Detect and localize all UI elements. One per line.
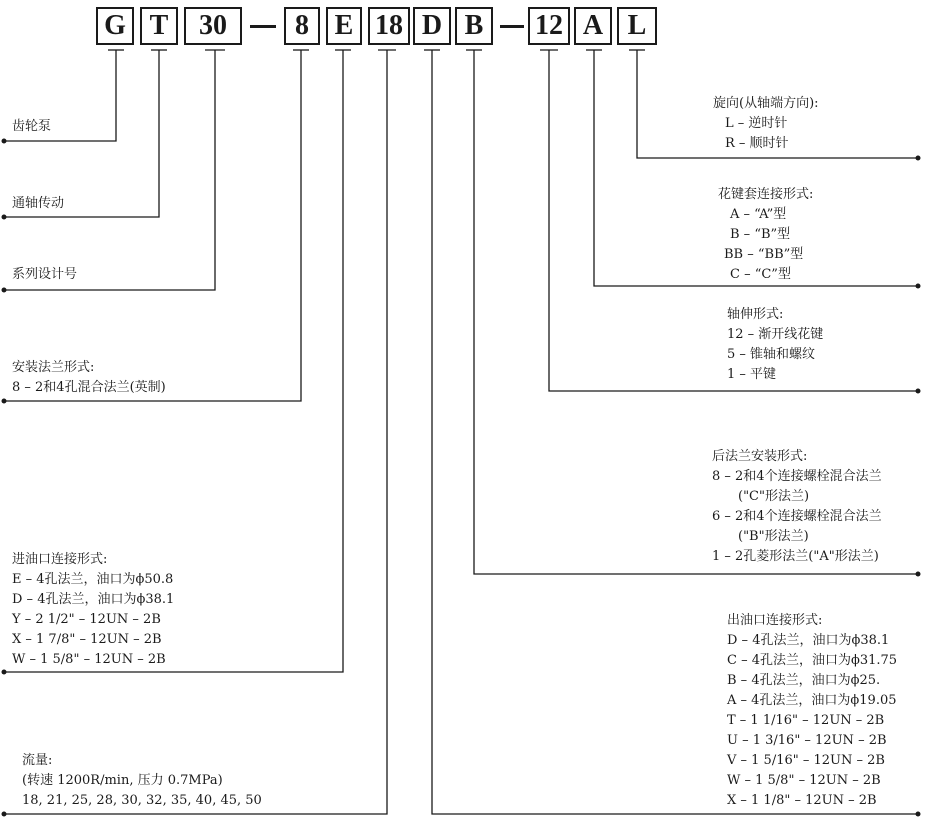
mount-title: 安装法兰形式: [12,360,95,375]
inlet-option-d: D – 4孔法兰，油口为ϕ38.1 [12,592,175,607]
leader-series [4,50,215,290]
dot-through-drive [2,215,7,220]
outlet-option-b: B – 4孔法兰，油口为ϕ25. [727,673,881,688]
code-box-12: 12 [528,7,570,45]
flow-condition: (转速 1200R/min, 压力 0.7MPa) [22,773,223,788]
spline-title: 花键套连接形式: [718,187,814,202]
dot-spline [916,284,921,289]
rear-title: 后法兰安装形式: [712,449,808,464]
inlet-title: 进油口连接形式: [12,552,108,567]
inlet-option-x: X – 1 7/8" – 12UN – 2B [12,632,162,647]
spline-option-bb: BB – “BB”型 [724,247,804,262]
mount-option: 8 – 2和4孔混合法兰(英制) [12,380,166,395]
rotation-option-l: L – 逆时针 [725,116,788,131]
shaft-option-5: 5 – 锥轴和螺纹 [727,347,816,362]
shaft-title: 轴伸形式: [727,307,784,322]
block-rear-flange [712,447,882,567]
code-box-a: A [574,7,612,45]
dot-outlet [916,812,921,817]
outlet-option-c: C – 4孔法兰，油口为ϕ31.75 [727,653,898,668]
label-through-drive: 通轴传动 [12,196,65,211]
block-inlet [12,550,174,670]
block-rotation [713,94,819,154]
outlet-title: 出油口连接形式: [727,613,823,628]
block-shaft [727,305,823,385]
inlet-option-e: E – 4孔法兰，油口为ϕ50.8 [12,572,174,587]
dot-inlet [2,670,7,675]
rotation-title: 旋向(从轴端方向): [713,96,819,111]
block-spline [718,185,813,285]
outlet-option-w: W – 1 5/8" – 12UN – 2B [727,773,881,788]
dot-series [2,288,7,293]
block-flow [22,751,262,811]
code-box-8: 8 [284,7,320,45]
shaft-option-12: 12 – 渐开线花键 [727,327,824,342]
rear-option-1: 1 – 2孔菱形法兰("A"形法兰) [712,549,879,564]
inlet-option-w: W – 1 5/8" – 12UN – 2B [12,652,166,667]
outlet-option-u: U – 1 3/16" – 12UN – 2B [727,733,887,748]
label-gear-pump: 齿轮泵 [12,119,52,134]
spline-option-a: A – “A”型 [730,207,787,222]
code-box-b: B [455,7,493,45]
dot-rear-flange [916,572,921,577]
rear-option-6-type: ("B"形法兰) [738,529,809,544]
shaft-option-1: 1 – 平键 [727,367,777,382]
code-box-30: 30 [184,7,242,45]
block-mount [12,358,166,398]
dot-gear-pump [2,139,7,144]
dot-mount [2,399,7,404]
code-box-l: L [617,7,657,45]
outlet-option-a: A – 4孔法兰，油口为ϕ19.05 [727,693,897,708]
flow-title: 流量: [22,753,53,768]
inlet-option-y: Y – 2 1/2" – 12UN – 2B [12,612,161,627]
spline-option-c: C – “C”型 [730,267,791,282]
outlet-option-v: V – 1 5/16" – 12UN – 2B [727,753,885,768]
code-box-g: G [96,7,134,45]
code-box-e: E [326,7,362,45]
dot-shaft [916,389,921,394]
dot-rotation [916,156,921,161]
code-box-d: D [413,7,451,45]
rear-option-6: 6 – 2和4个连接螺栓混合法兰 [712,509,882,524]
dot-flow [2,812,7,817]
rear-option-8: 8 – 2和4个连接螺栓混合法兰 [712,469,882,484]
leader-mount [4,50,301,401]
outlet-option-x: X – 1 1/8" – 12UN – 2B [727,793,877,808]
label-series: 系列设计号 [12,267,78,282]
code-box-t: T [140,7,178,45]
code-box-18: 18 [368,7,410,45]
flow-values: 18, 21, 25, 28, 30, 32, 35, 40, 45, 50 [22,793,262,808]
outlet-option-d: D – 4孔法兰，油口为ϕ38.1 [727,633,890,648]
rear-option-8-type: ("C"形法兰) [738,489,810,504]
block-outlet [727,611,897,811]
outlet-option-t: T – 1 1/16" – 12UN – 2B [727,713,885,728]
rotation-option-r: R – 顺时针 [725,136,789,151]
leader-flow [4,50,387,814]
spline-option-b: B – “B”型 [730,227,791,242]
